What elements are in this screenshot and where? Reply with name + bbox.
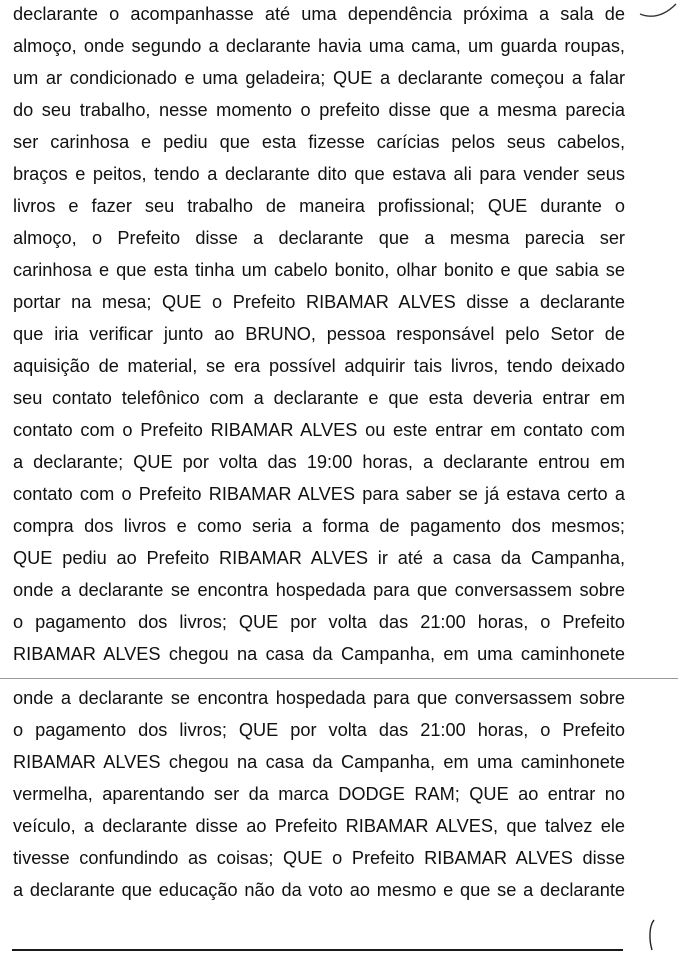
- text-line: RIBAMAR ALVES chegou na casa da Campanha, em uma caminhonete: [13, 644, 625, 664]
- text-line: livros e fazer seu trabalho de maneira profissional; QUE durante o: [13, 196, 625, 216]
- text-line: a declarante; QUE por volta das 19:00 horas, a declarante entrou em: [13, 452, 625, 472]
- text-line: contato com o Prefeito RIBAMAR ALVES para saber se já estava certo a: [13, 484, 625, 504]
- text-line: portar na mesa; QUE o Prefeito RIBAMAR ALVES disse a declarante: [13, 292, 625, 312]
- scan-divider: [0, 678, 678, 679]
- text-line: um ar condicionado e uma geladeira; QUE a declarante começou a falar: [13, 68, 625, 88]
- footer-rule: [12, 949, 623, 951]
- text-line: onde a declarante se encontra hospedada para que conversassem sobre: [13, 580, 625, 600]
- text-line: carinhosa e que esta tinha um cabelo bonito, olhar bonito e que sabia se: [13, 260, 625, 280]
- statement-bottom-block: [13, 680, 625, 910]
- text-line: o pagamento dos livros; QUE por volta das 21:00 horas, o Prefeito: [13, 612, 625, 632]
- text-line: almoço, onde segundo a declarante havia uma cama, um guarda roupas,: [13, 36, 625, 56]
- text-line: vermelha, aparentando ser da marca DODGE RAM; QUE ao entrar no: [13, 784, 625, 804]
- margin-mark-icon: [646, 918, 658, 952]
- statement-top-block: [13, 0, 625, 676]
- text-line: RIBAMAR ALVES chegou na casa da Campanha, em uma caminhonete: [13, 752, 625, 772]
- text-line: aquisição de material, se era possível adquirir tais livros, tendo deixado: [13, 356, 625, 376]
- text-line: seu contato telefônico com a declarante e que esta deveria entrar em: [13, 388, 625, 408]
- text-line: do seu trabalho, nesse momento o prefeito disse que a mesma parecia: [13, 100, 625, 120]
- text-line: a declarante que educação não da voto ao mesmo e que se a declarante: [13, 880, 625, 900]
- text-line: tivesse confundindo as coisas; QUE o Prefeito RIBAMAR ALVES disse: [13, 848, 625, 868]
- text-line: veículo, a declarante disse ao Prefeito RIBAMAR ALVES, que talvez ele: [13, 816, 625, 836]
- text-line: almoço, o Prefeito disse a declarante que a mesma parecia ser: [13, 228, 625, 248]
- text-line: braços e peitos, tendo a declarante dito que estava ali para vender seus: [13, 164, 625, 184]
- text-line: compra dos livros e como seria a forma de pagamento dos mesmos;: [13, 516, 625, 536]
- text-line: ser carinhosa e pediu que esta fizesse carícias pelos seus cabelos,: [13, 132, 625, 152]
- text-line: onde a declarante se encontra hospedada para que conversassem sobre: [13, 688, 625, 708]
- text-line: o pagamento dos livros; QUE por volta das 21:00 horas, o Prefeito: [13, 720, 625, 740]
- text-line: declarante o acompanhasse até uma dependência próxima a sala de: [13, 4, 625, 24]
- text-line: contato com o Prefeito RIBAMAR ALVES ou este entrar em contato com: [13, 420, 625, 440]
- text-line: que iria verificar junto ao BRUNO, pessoa responsável pelo Setor de: [13, 324, 625, 344]
- signature-mark-icon: [638, 0, 678, 20]
- text-line: QUE pediu ao Prefeito RIBAMAR ALVES ir até a casa da Campanha,: [13, 548, 625, 568]
